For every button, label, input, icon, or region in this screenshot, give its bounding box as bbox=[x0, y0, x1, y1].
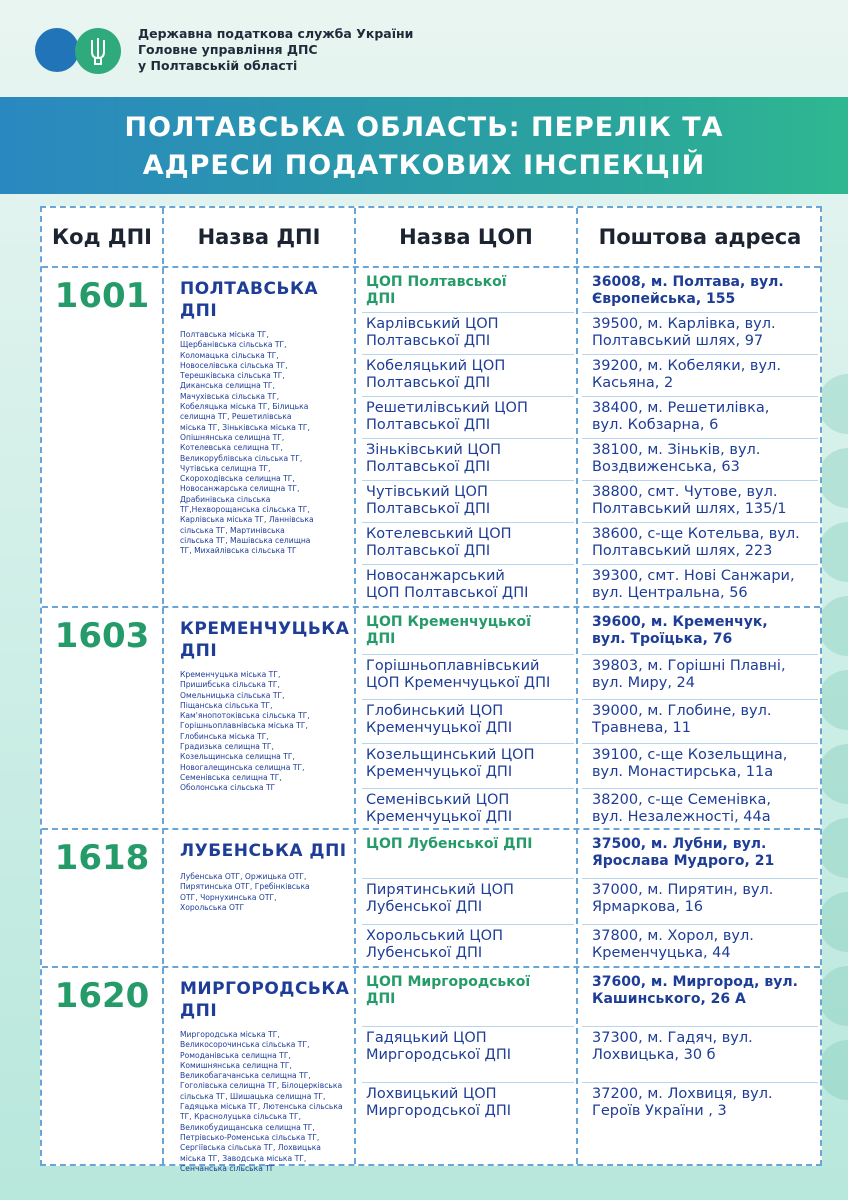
address-line-1: 38600, с-ще Котельва, вул. bbox=[592, 526, 800, 542]
cop-name-line-2: ДПІ bbox=[366, 991, 396, 1007]
row-separator bbox=[362, 312, 574, 313]
tg-line: Чутівська селищна ТГ, bbox=[180, 463, 271, 473]
row-separator bbox=[582, 522, 818, 523]
address-line-2: Героїв України , 3 bbox=[592, 1103, 727, 1119]
address-line-2: Ярмаркова, 16 bbox=[592, 899, 704, 915]
postal-address bbox=[592, 792, 817, 826]
row-separator bbox=[362, 354, 574, 355]
dpi-name bbox=[180, 840, 360, 862]
cop-name bbox=[366, 792, 571, 826]
cop-name-line-2: ДПІ bbox=[366, 291, 396, 307]
tg-line: Щербанівська сільська ТГ, bbox=[180, 340, 287, 350]
cop-name-line-2: Полтавської ДПІ bbox=[366, 333, 491, 349]
cop-name-line-1: Пирятинський ЦОП bbox=[366, 882, 514, 898]
address-line-1: 38400, м. Решетилівка, bbox=[592, 400, 770, 416]
tg-line: Омельницька сільська ТГ, bbox=[180, 690, 285, 700]
row-separator bbox=[582, 354, 818, 355]
postal-address bbox=[592, 442, 817, 476]
dpi-name-line-1: КРЕМЕНЧУЦЬКА bbox=[180, 619, 350, 639]
tg-line: міська ТГ, Зіньківська міська ТГ, bbox=[180, 422, 310, 432]
cop-name-line-1: ЦОП Миргородської bbox=[366, 974, 531, 990]
postal-address bbox=[592, 1030, 817, 1064]
postal-address bbox=[592, 882, 817, 916]
cop-name bbox=[366, 400, 571, 434]
postal-address bbox=[592, 703, 817, 737]
address-line-1: 39803, м. Горішні Плавні, bbox=[592, 658, 786, 675]
tg-line: Кам'янопотоківська сільська ТГ, bbox=[180, 711, 310, 721]
cop-name-line-1: Карлівський ЦОП bbox=[366, 316, 499, 332]
tg-line: Мачухівська сільська ТГ, bbox=[180, 391, 280, 401]
postal-address bbox=[592, 614, 817, 648]
tg-line: ТГ, Краснолуцька сільська ТГ, bbox=[180, 1112, 301, 1122]
cop-name-line-2: Полтавської ДПІ bbox=[366, 543, 491, 559]
row-separator bbox=[582, 480, 818, 481]
cop-name bbox=[366, 928, 571, 962]
dpi-name-line-2: ДПІ bbox=[180, 301, 218, 321]
postal-address bbox=[592, 658, 817, 692]
header bbox=[0, 0, 848, 96]
row-separator bbox=[362, 480, 574, 481]
tg-line: Диканська селищна ТГ, bbox=[180, 381, 275, 391]
cop-name-line-2: Лубенської ДПІ bbox=[366, 945, 483, 961]
cop-name bbox=[366, 274, 571, 308]
cop-name-line-1: Глобинський ЦОП bbox=[366, 702, 504, 719]
dpi-name-line-1: ПОЛТАВСЬКА bbox=[180, 279, 318, 299]
cop-name-line-1: Горішньоплавнівський bbox=[366, 658, 540, 675]
dpi-code: 1618 bbox=[54, 838, 150, 878]
cop-name-line-1: Гадяцький ЦОП bbox=[366, 1030, 487, 1046]
cop-name-line-1: Решетилівський ЦОП bbox=[366, 400, 528, 416]
dpi-name bbox=[180, 278, 360, 322]
dpi-name-line-2: ДПІ bbox=[180, 1001, 218, 1021]
cop-name-line-1: Котелевський ЦОП bbox=[366, 526, 512, 542]
dpi-name bbox=[180, 978, 360, 1022]
cop-name-line-1: Зіньківський ЦОП bbox=[366, 442, 501, 458]
cop-name-line-2: Кременчуцької ДПІ bbox=[366, 808, 513, 825]
postal-address bbox=[592, 568, 817, 602]
postal-address bbox=[592, 747, 817, 781]
row-separator bbox=[582, 1026, 818, 1027]
row-separator bbox=[362, 1026, 574, 1027]
tg-line: Піщанська сільська ТГ, bbox=[180, 700, 273, 710]
address-line-2: Травнева, 11 bbox=[592, 719, 691, 736]
tg-line: сільська ТГ, Мартинівська bbox=[180, 525, 285, 535]
tg-line: Карлівська міська ТГ, Ланнівська bbox=[180, 515, 314, 525]
group-divider bbox=[42, 606, 820, 608]
address-line-2: вул. Монастирська, 11а bbox=[592, 764, 774, 781]
org-line-2: Головне управління ДПС bbox=[138, 42, 318, 57]
tg-line: Гадяцька міська ТГ, Лютенська сільська bbox=[180, 1102, 343, 1112]
cop-name-line-1: Козельщинський ЦОП bbox=[366, 747, 535, 764]
cop-name bbox=[366, 703, 571, 737]
address-line-1: 37200, м. Лохвиця, вул. bbox=[592, 1086, 773, 1102]
row-separator bbox=[362, 522, 574, 523]
row-separator bbox=[362, 699, 574, 700]
postal-address bbox=[592, 274, 817, 308]
tg-line: Пришибська сільська ТГ, bbox=[180, 680, 280, 690]
address-line-1: 37800, м. Хорол, вул. bbox=[592, 928, 754, 944]
tg-line: ОТГ, Чорнухинська ОТГ, bbox=[180, 892, 277, 902]
title-line-1: ПОЛТАВСЬКА ОБЛАСТЬ: ПЕРЕЛІК ТА bbox=[124, 112, 724, 143]
cop-name-line-2: Полтавської ДПІ bbox=[366, 459, 491, 475]
cop-name bbox=[366, 442, 571, 476]
cop-name-line-2: Полтавської ДПІ bbox=[366, 501, 491, 517]
address-line-2: Полтавський шлях, 223 bbox=[592, 543, 773, 559]
address-line-1: 36008, м. Полтава, вул. bbox=[592, 274, 784, 290]
tg-line: Семенівська селищна ТГ, bbox=[180, 772, 282, 782]
dpi-name-line-1: МИРГОРОДСЬКА bbox=[180, 979, 350, 999]
address-line-2: вул. Незалежності, 44а bbox=[592, 808, 771, 825]
header-dpi-name: Назва ДПІ bbox=[197, 225, 321, 249]
address-line-2: Воздвиженська, 63 bbox=[592, 459, 740, 475]
tg-line: Горішньоплавнівська міська ТГ, bbox=[180, 721, 308, 731]
row-separator bbox=[582, 438, 818, 439]
tg-line: Сенчанська сільська ТГ bbox=[180, 1163, 275, 1173]
row-separator bbox=[582, 699, 818, 700]
tg-line: Градизька селищна ТГ, bbox=[180, 742, 274, 752]
address-line-2: Кременчуцька, 44 bbox=[592, 945, 731, 961]
tg-line: Скороходівська селищна ТГ, bbox=[180, 474, 295, 484]
row-separator bbox=[582, 564, 818, 565]
row-separator bbox=[582, 743, 818, 744]
title-line-2: АДРЕСИ ПОДАТКОВИХ ІНСПЕКЦІЙ bbox=[142, 150, 706, 181]
row-separator bbox=[362, 878, 574, 879]
cop-name-line-1: Хорольський ЦОП bbox=[366, 928, 503, 944]
address-line-1: 39600, м. Кременчук, bbox=[592, 614, 768, 630]
address-line-2: Європейська, 155 bbox=[592, 291, 736, 307]
cop-name bbox=[366, 836, 571, 853]
address-line-1: 39300, смт. Нові Санжари, bbox=[592, 568, 795, 584]
cop-name-line-1: Лохвицький ЦОП bbox=[366, 1086, 497, 1102]
cop-name-line-1: ЦОП Кременчуцької bbox=[366, 614, 531, 630]
row-separator bbox=[362, 564, 574, 565]
tg-line: Миргородська міська ТГ, bbox=[180, 1030, 280, 1039]
postal-address bbox=[592, 928, 817, 962]
tg-line: Новогалещинська селищна ТГ, bbox=[180, 762, 305, 772]
address-line-1: 37300, м. Гадяч, вул. bbox=[592, 1030, 753, 1046]
logo-blue-circle bbox=[35, 28, 79, 72]
cop-name-line-1: Семенівський ЦОП bbox=[366, 791, 510, 808]
tg-line: Петрівсько-Роменська сільська ТГ, bbox=[180, 1132, 320, 1142]
cop-name-line-1: ЦОП Полтавської bbox=[366, 274, 507, 290]
tg-line: Полтавська міська ТГ, bbox=[180, 330, 269, 339]
address-line-2: Ярослава Мудрого, 21 bbox=[592, 853, 775, 869]
address-line-2: Полтавський шлях, 135/1 bbox=[592, 501, 787, 517]
dpi-code: 1601 bbox=[54, 276, 150, 316]
dpi-name-line-1: ЛУБЕНСЬКА ДПІ bbox=[180, 841, 347, 861]
row-separator bbox=[362, 438, 574, 439]
org-line-3: у Полтавській області bbox=[138, 58, 298, 73]
tg-line: Кобеляцька міська ТГ, Білицька bbox=[180, 402, 309, 412]
dpi-name bbox=[180, 618, 360, 662]
postal-address bbox=[592, 1086, 817, 1120]
postal-address bbox=[592, 400, 817, 434]
cop-name bbox=[366, 882, 571, 916]
cop-name bbox=[366, 974, 571, 1008]
tg-line: сільська ТГ, Машівська селищна bbox=[180, 535, 311, 545]
group-divider bbox=[42, 828, 820, 830]
cop-name-line-2: ЦОП Полтавської ДПІ bbox=[366, 585, 529, 601]
row-separator bbox=[362, 654, 574, 655]
tg-line: Комишнянська селищна ТГ, bbox=[180, 1060, 292, 1070]
tg-line: селищна ТГ, Решетилівська bbox=[180, 412, 292, 422]
org-line-1: Державна податкова служба України bbox=[138, 26, 414, 41]
address-line-1: 38100, м. Зіньків, вул. bbox=[592, 442, 761, 458]
address-line-1: 38200, с-ще Семенівка, bbox=[592, 791, 771, 808]
cop-name-line-1: Чутівський ЦОП bbox=[366, 484, 488, 500]
tg-line: Великосорочинська сільська ТГ, bbox=[180, 1040, 310, 1050]
address-line-1: 39000, м. Глобине, вул. bbox=[592, 702, 772, 719]
tg-line: Оболонська сільська ТГ bbox=[180, 783, 276, 793]
cop-name bbox=[366, 1086, 571, 1120]
cop-name bbox=[366, 1030, 571, 1064]
address-line-1: 39500, м. Карлівка, вул. bbox=[592, 316, 776, 332]
address-line-1: 38800, смт. Чутове, вул. bbox=[592, 484, 778, 500]
row-separator bbox=[582, 924, 818, 925]
address-line-2: Кашинського, 26 А bbox=[592, 991, 746, 1007]
tg-line: Ромоданівська селищна ТГ, bbox=[180, 1050, 291, 1060]
tg-line: Коломацька сільська ТГ, bbox=[180, 350, 279, 360]
address-line-2: Лохвицька, 30 б bbox=[592, 1047, 716, 1063]
cop-name-line-1: ЦОП Лубенської ДПІ bbox=[366, 836, 533, 852]
tg-line: Великобагачанська селищна ТГ, bbox=[180, 1071, 311, 1081]
row-separator bbox=[362, 924, 574, 925]
territorial-communities bbox=[180, 1030, 356, 1174]
address-line-1: 37000, м. Пирятин, вул. bbox=[592, 882, 774, 898]
cop-name bbox=[366, 358, 571, 392]
territorial-communities bbox=[180, 330, 356, 557]
tg-line: Опішнянська селищна ТГ, bbox=[180, 432, 285, 442]
tg-line: Пирятинська ОТГ, Гребінківська bbox=[180, 882, 310, 892]
row-separator bbox=[362, 743, 574, 744]
tg-line: Хорольська ОТГ bbox=[180, 902, 245, 912]
address-line-1: 37600, м. Миргород, вул. bbox=[592, 974, 798, 990]
postal-address bbox=[592, 316, 817, 350]
territorial-communities bbox=[180, 670, 356, 794]
row-separator bbox=[582, 1082, 818, 1083]
cop-name-line-2: Кременчуцької ДПІ bbox=[366, 764, 513, 781]
row-separator bbox=[582, 312, 818, 313]
territorial-communities bbox=[180, 872, 356, 913]
tg-line: Козельщинська селищна ТГ, bbox=[180, 752, 295, 762]
cop-name-line-2: Кременчуцької ДПІ bbox=[366, 719, 513, 736]
row-separator bbox=[582, 788, 818, 789]
tg-line: Гоголівська селищна ТГ, Білоцерківська bbox=[180, 1081, 343, 1091]
postal-address bbox=[592, 974, 817, 1008]
row-separator bbox=[362, 788, 574, 789]
tg-line: міська ТГ, Заводська міська ТГ, bbox=[180, 1153, 307, 1163]
address-line-2: Касьяна, 2 bbox=[592, 375, 674, 391]
header-address: Поштова адреса bbox=[598, 225, 802, 249]
postal-address bbox=[592, 526, 817, 560]
group-divider bbox=[42, 966, 820, 968]
row-separator bbox=[582, 654, 818, 655]
dpi-code: 1603 bbox=[54, 616, 150, 656]
cop-name-line-2: Миргородської ДПІ bbox=[366, 1047, 512, 1063]
address-line-1: 39200, м. Кобеляки, вул. bbox=[592, 358, 781, 374]
tg-line: Кременчуцька міська ТГ, bbox=[180, 670, 281, 679]
dpi-name-line-2: ДПІ bbox=[180, 641, 218, 661]
tg-line: ТГ, Михайлівська сільська ТГ bbox=[180, 546, 297, 556]
cop-name bbox=[366, 658, 571, 692]
row-separator bbox=[362, 1082, 574, 1083]
cop-name bbox=[366, 614, 571, 648]
cop-name-line-2: Полтавської ДПІ bbox=[366, 417, 491, 433]
address-line-2: вул. Центральна, 56 bbox=[592, 585, 748, 601]
header-code: Код ДПІ bbox=[52, 225, 152, 249]
dpi-code: 1620 bbox=[54, 976, 150, 1016]
tg-line: Глобинська міська ТГ, bbox=[180, 731, 269, 741]
address-line-2: вул. Троїцька, 76 bbox=[592, 631, 733, 647]
tg-line: сільська ТГ, Шишацька селищна ТГ, bbox=[180, 1091, 326, 1101]
tg-line: ТГ,Нехворощанська сільська ТГ, bbox=[180, 505, 310, 515]
address-line-2: Полтавський шлях, 97 bbox=[592, 333, 764, 349]
cop-name-line-1: Кобеляцький ЦОП bbox=[366, 358, 506, 374]
tg-line: Новоселівська сільська ТГ, bbox=[180, 360, 288, 370]
address-line-1: 37500, м. Лубни, вул. bbox=[592, 836, 767, 852]
tg-line: Терешківська сільська ТГ, bbox=[180, 371, 285, 381]
header-cop-name: Назва ЦОП bbox=[399, 225, 533, 249]
title-banner bbox=[0, 97, 848, 194]
inspections-table bbox=[40, 206, 822, 1173]
cop-name bbox=[366, 747, 571, 781]
address-line-2: вул. Кобзарна, 6 bbox=[592, 417, 719, 433]
tg-line: Драбинівська сільська bbox=[180, 494, 271, 504]
cop-name-line-1: Новосанжарський bbox=[366, 568, 505, 584]
cop-name-line-2: Миргородської ДПІ bbox=[366, 1103, 512, 1119]
cop-name bbox=[366, 568, 571, 602]
tg-line: Лубенська ОТГ, Оржицька ОТГ, bbox=[180, 872, 307, 881]
postal-address bbox=[592, 484, 817, 518]
row-separator bbox=[582, 396, 818, 397]
cop-name bbox=[366, 484, 571, 518]
cop-name-line-2: Лубенської ДПІ bbox=[366, 899, 483, 915]
tg-line: Новосанжарська селищна ТГ, bbox=[180, 484, 300, 494]
trident-icon bbox=[89, 36, 107, 66]
cop-name bbox=[366, 526, 571, 560]
tg-line: Сергіївська сільська ТГ, Лохвицька bbox=[180, 1143, 321, 1153]
cop-name-line-2: ЦОП Кременчуцької ДПІ bbox=[366, 675, 551, 692]
cop-name bbox=[366, 316, 571, 350]
tg-line: Котелевська селищна ТГ, bbox=[180, 443, 283, 453]
address-line-1: 39100, с-ще Козельщина, bbox=[592, 747, 788, 764]
row-separator bbox=[582, 878, 818, 879]
address-line-2: вул. Миру, 24 bbox=[592, 675, 696, 692]
postal-address bbox=[592, 358, 817, 392]
cop-name-line-2: ДПІ bbox=[366, 631, 396, 647]
postal-address bbox=[592, 836, 817, 870]
organization-name bbox=[138, 26, 413, 74]
cop-name-line-2: Полтавської ДПІ bbox=[366, 375, 491, 391]
tg-line: Великобудищанська селищна ТГ, bbox=[180, 1122, 315, 1132]
row-separator bbox=[362, 396, 574, 397]
tg-line: Великорублівська сільська ТГ, bbox=[180, 453, 303, 463]
